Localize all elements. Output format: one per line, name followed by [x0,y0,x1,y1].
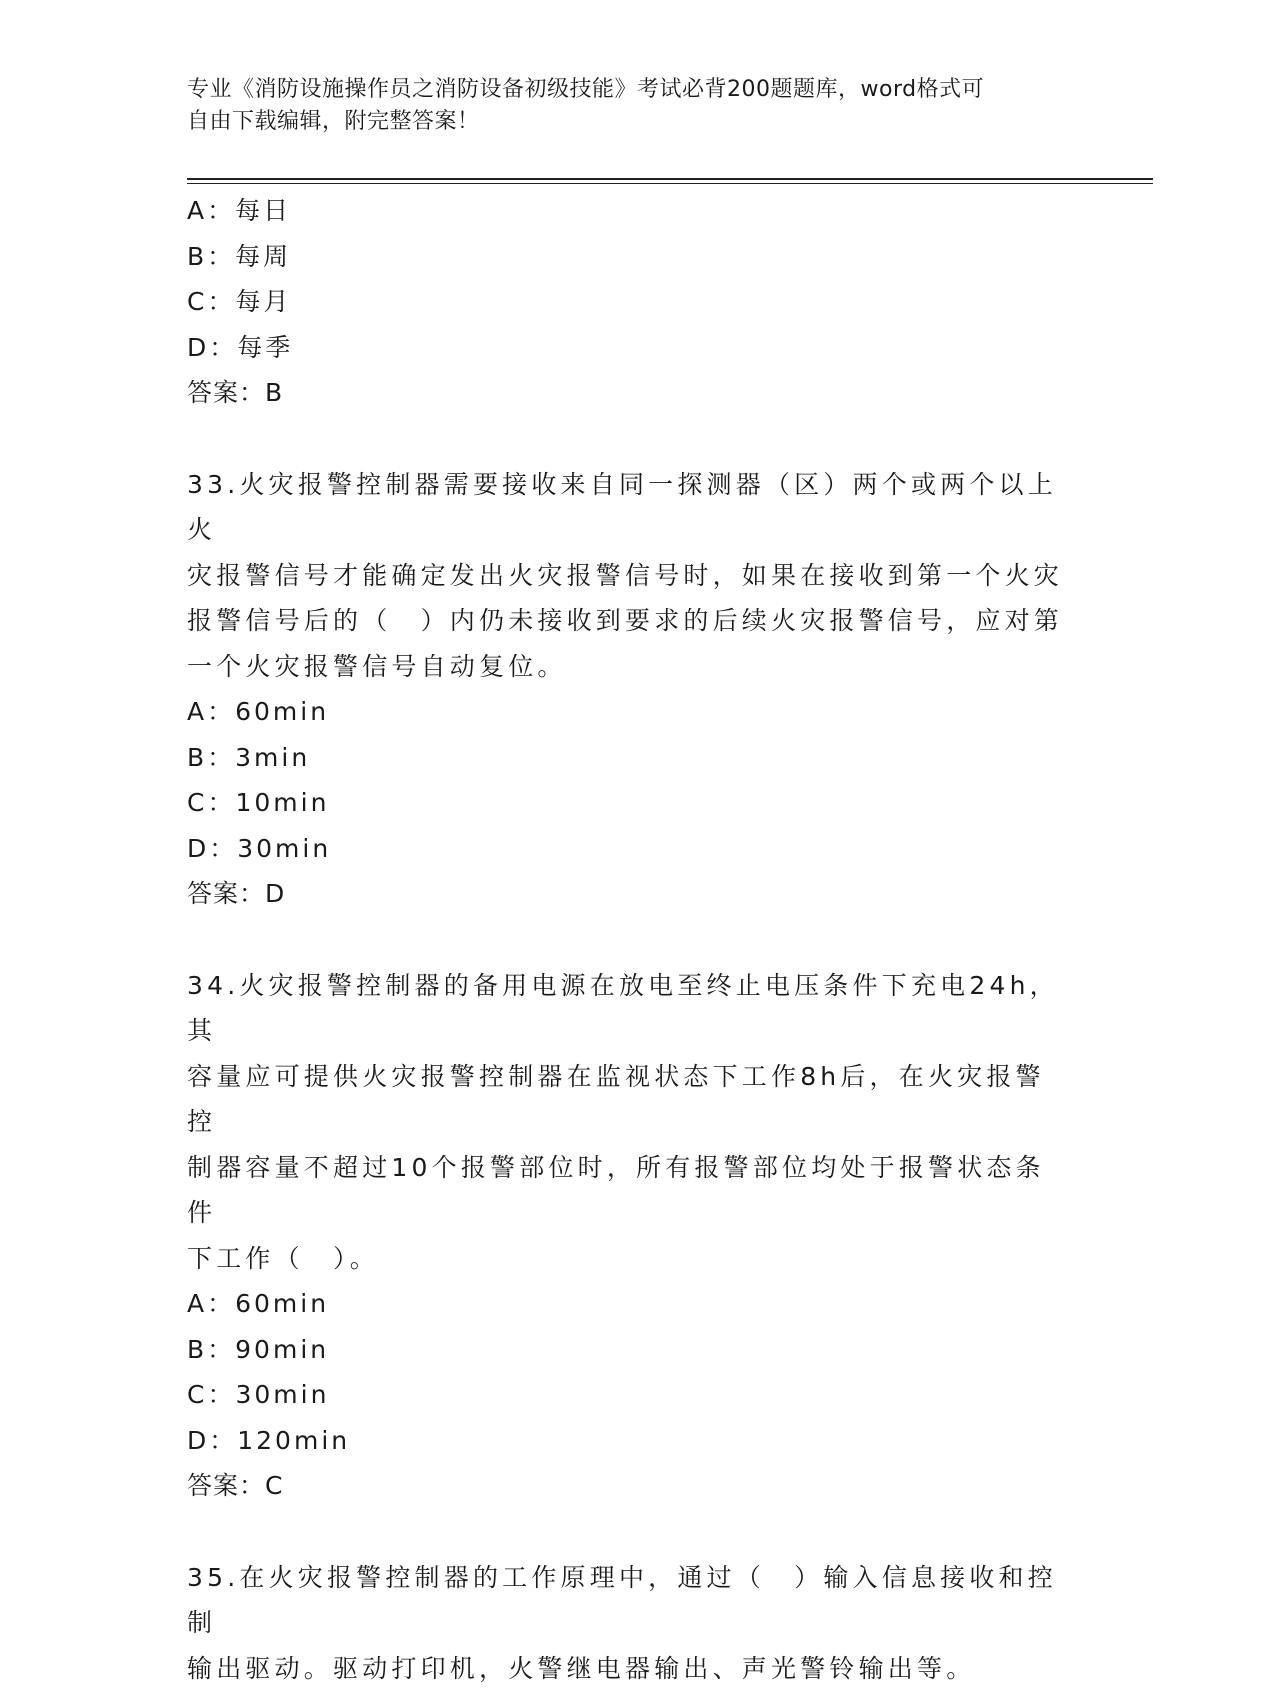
header-title-line-2: 自由下载编辑，附完整答案！ [187,106,1067,138]
option-d: D：30min [187,826,1087,872]
document-header [187,74,1067,138]
option-d: D：每季 [187,325,1087,371]
question-content [187,188,1087,1691]
answer-line: 答案：D [187,871,1087,917]
question-text-line: 34.火灾报警控制器的备用电源在放电至终止电压条件下充电24h，其 [187,963,1067,1054]
option-b: B：每周 [187,234,1087,280]
option-b: B：90min [187,1327,1087,1373]
option-a: A：每日 [187,188,1087,234]
option-a: A：60min [187,689,1087,735]
question-spacer [187,416,1087,462]
option-b: B：3min [187,735,1087,781]
answer-line: 答案：C [187,1463,1087,1509]
question-spacer [187,1509,1087,1555]
question-text-line: 33.火灾报警控制器需要接收来自同一探测器（区）两个或两个以上火 [187,462,1067,553]
question-text-line: 一个火灾报警信号自动复位。 [187,644,1067,690]
question-34 [187,963,1087,1509]
question-text-line: 制器容量不超过10个报警部位时，所有报警部位均处于报警状态条件 [187,1145,1067,1236]
question-35 [187,1555,1087,1691]
question-spacer [187,917,1087,963]
header-divider-thin [187,183,1153,184]
question-32-continuation [187,188,1087,416]
question-text-line: 灾报警信号才能确定发出火灾报警信号时，如果在接收到第一个火灾 [187,553,1067,599]
question-text-line: 报警信号后的（ ）内仍未接收到要求的后续火灾报警信号，应对第 [187,598,1067,644]
option-c: C：每月 [187,279,1087,325]
option-a: A：60min [187,1281,1087,1327]
question-33 [187,462,1087,917]
answer-line: 答案：B [187,370,1087,416]
question-text-line: 输出驱动。驱动打印机，火警继电器输出、声光警铃输出等。 [187,1646,1067,1691]
option-d: D：120min [187,1418,1087,1464]
option-c: C：30min [187,1372,1087,1418]
question-text-line: 下工作（ ）。 [187,1236,1067,1282]
question-text-line: 35.在火灾报警控制器的工作原理中，通过（ ）输入信息接收和控制 [187,1555,1067,1646]
option-c: C：10min [187,780,1087,826]
question-text-line: 容量应可提供火灾报警控制器在监视状态下工作8h后，在火灾报警控 [187,1054,1067,1145]
header-title-line-1: 专业《消防设施操作员之消防设备初级技能》考试必背200题题库，word格式可 [187,74,1067,106]
header-divider-thick [187,178,1153,180]
